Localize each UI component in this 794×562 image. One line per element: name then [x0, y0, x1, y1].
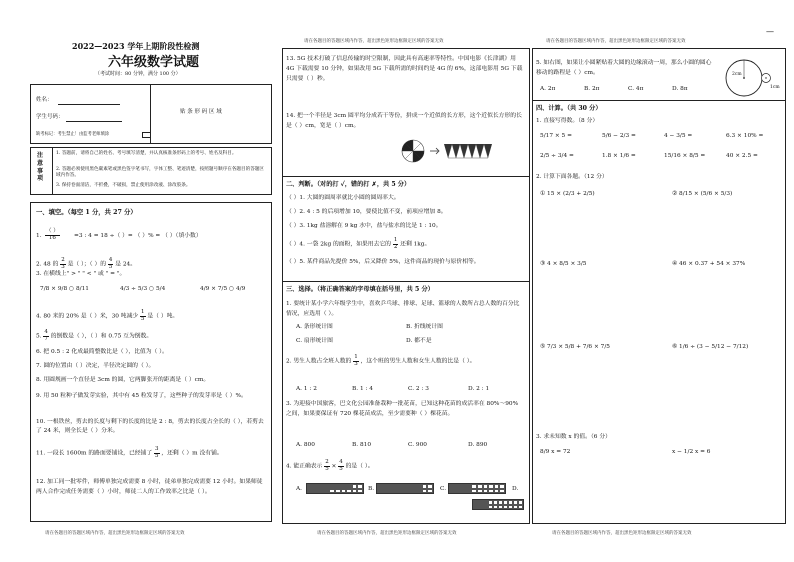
calc2-item-1[interactable]: ① 15 × (2/3 + 2/5)	[540, 191, 595, 197]
calc1-title: 1. 直接写得数。（8 分）	[536, 118, 599, 124]
judge-2[interactable]: （ ）2. 4 : 5 的后项增加 10，要使比值不变，前项应增加 8。	[286, 209, 447, 215]
notice-item-3: 3. 保持卷面清洁，不折叠，不破损，禁止使用涂改液、涂改胶条。	[56, 183, 191, 188]
calc3-title: 3. 求未知数 x 的值。（6 分）	[536, 434, 611, 440]
judge-5[interactable]: （ ）5. 某件商品先提价 5%，后又降价 5%，这件商品的现价与原价相等。	[286, 259, 480, 265]
choice-4-opt-d[interactable]: D.	[512, 486, 519, 492]
section3-title: 三、选择。（将正确答案的字母填在括号里，共 5 分）	[286, 286, 434, 293]
q1-frac-den: 16	[48, 234, 56, 241]
q11-text: 11. 一段长 1600m 的路面要铺设，已经铺了 $\frac{3}{5}$ ，还剩（ ）m 没有铺。	[36, 446, 223, 459]
calc1-item-6[interactable]: 1.8 × 1/6 =	[602, 153, 636, 159]
exam-title-line1: 2022—2023 学年上期阶段性检测	[72, 41, 200, 51]
q8-text: 8. 用圆规画一个直径是 3cm 的圆，它两脚张开的距离是（ ）cm。	[36, 377, 210, 383]
footer-note-2: 请在各题目的答题区域内作答，超出黑色矩形边框限定区域的答案无效	[317, 531, 457, 536]
footer-note-3: 请在各题目的答题区域内作答，超出黑色矩形边框限定区域的答案无效	[552, 531, 692, 536]
circle-to-rectangle-figure	[400, 138, 510, 164]
choice-4-opt-a[interactable]: A.	[296, 486, 303, 492]
calc1-item-8[interactable]: 40 × 2.5 =	[726, 153, 758, 159]
q3-item-1[interactable]: 7/8 × 9/8 ○ 8/11	[40, 286, 89, 292]
absent-checkbox[interactable]	[142, 132, 151, 138]
calc2-item-6[interactable]: ⑥ 1/6 ÷ (3 − 5/12 − 7/12)	[672, 344, 749, 350]
divider-choice	[282, 281, 530, 282]
column-1	[0, 0, 280, 562]
q3-text: 3. 在横线上" > " " < " 或 " = "。	[36, 271, 126, 277]
choice-2-opt-c[interactable]: C. 2 : 3	[408, 386, 429, 392]
id-line[interactable]	[66, 121, 122, 122]
choice-3-text: 3. 为迎接中国旅客，巴文化公园准备栽种一批花苗，已知这种花苗的成活率在 80%～90% 之间，如果要保证有 720 棵花苗成活，至少需要种（ ）棵花苗。	[286, 401, 519, 417]
judge-4[interactable]: （ ）4. 一袋 2kg 的面粉，如果用去它的 $\frac{1}{2}$ 还剩 1kg。	[286, 237, 431, 250]
calc1-item-3[interactable]: 4 − 3/5 =	[664, 133, 693, 139]
judge-1[interactable]: （ ）1. 大圆的圆周率就比小圆的圆周率大。	[286, 195, 400, 201]
divider-calc	[532, 100, 786, 101]
q1-fraction	[45, 229, 60, 241]
grid-option-b[interactable]	[376, 483, 434, 494]
choice-1-opt-d[interactable]: D. 都不是	[406, 338, 432, 344]
absent-label: 缺考标记：考生禁止！由监考老师填涂	[36, 132, 110, 137]
choice-2-opt-a[interactable]: A. 1 : 2	[296, 386, 317, 392]
choice-3-opt-a[interactable]: A. 800	[296, 442, 315, 448]
q12-text: 12. 加工同一批零件，师傅单独完成需要 8 小时，徒弟单独完成需要 12 小时。如果师徒两人合作完成任务需要（ ）小时，师徒二人的工作效率之比是（ ）。	[36, 479, 263, 495]
q6-text: 6. 把 0.5 : 2 化成最简整数比是（ ），比值为（ ）。	[36, 349, 168, 355]
exam-info: （考试时间：80 分钟，满分 100 分）	[95, 71, 181, 77]
calc2-item-4[interactable]: ④ 46 × 0.37 + 54 × 37%	[672, 261, 746, 267]
grid-option-a[interactable]	[306, 483, 364, 494]
footer-note-1: 请在各题目的答题区域内作答，超出黑色矩形边框限定区域的答案无效	[45, 531, 185, 536]
barcode-label: 贴 条 形 码 区 域	[180, 109, 222, 115]
q7-text: 7. 圆的位置由（ ）决定，半径决定圆的（ ）。	[36, 363, 155, 369]
choice-4-opt-b[interactable]: B.	[368, 486, 375, 492]
calc3-item-2[interactable]: x − 1/2 x = 6	[672, 449, 711, 455]
choice-5-text: 5. 如右图，如果让小圆紧贴着大圆的边缘滚动一周，那么小圆的圆心移动的路程是（ ）cm。	[536, 60, 712, 77]
divider-judge	[282, 176, 530, 177]
choice-1-text: 1. 要统计某小学六年级学生中，喜欢乒乓球、排球、足球、篮球的人数所占总人数的百分比情况，应选用（ ）。	[286, 301, 520, 317]
q5-text: 5. $\frac{4}{7}$ 的倒数是（ ），（ ）和 0.75 互为倒数。	[36, 329, 153, 342]
calc1-item-4[interactable]: 6.3 × 10% =	[726, 133, 764, 139]
q3-item-2[interactable]: 4/3 ÷ 5/3 ○ 5/4	[120, 286, 166, 292]
calc2-item-3[interactable]: ③ 4 × 8/5 × 3/5	[540, 261, 587, 267]
q4-text: 4. 80 米的 20% 是（ ）米，30 吨减少 $\frac{1}{5}$ 是（ ）吨。	[36, 309, 179, 322]
q1-frac-num[interactable]: （ ）	[46, 228, 59, 234]
calc2-item-2[interactable]: ② 8/15 × (5/6 × 5/3)	[672, 191, 733, 197]
exam-title-line2: 六年级数学试题	[108, 55, 200, 70]
q10-text: 10. 一根铁丝，剪去的长度与剩下的长度的比是 2 : 8，剪去的长度占全长的（ ），若剪去了 24 米，则全长是（ ）分米。	[36, 419, 264, 435]
choice-4-text: 4. 能正确表示 $\frac{2}{5}$ × $\frac{4}{5}$ 的是（ ）。	[286, 459, 374, 472]
q9-text: 9. 用 50 粒种子做发芽实验，其中有 45 粒发芽了，这些种子的发芽率是（ ）%。	[36, 393, 247, 399]
top-note-3: 请在各题目的答题区域内作答，超出黑色矩形边框限定区域的答案无效	[546, 39, 686, 44]
judge-3[interactable]: （ ）3. 1kg 盐溶解在 9 kg 水中，盐与盐水的比是 1 : 10。	[286, 223, 442, 229]
q2-text: 2. 48 的 $\frac{2}{3}$ 是（ ）；（ ）的 $\frac{4}{5}$ 是 24。	[36, 257, 137, 270]
notice-item-1: 1. 答题前，请将自己的姓名、考号填写清楚，并认真核准条形码上的考号、姓名及科目。	[56, 151, 237, 156]
choice-3-opt-d[interactable]: D. 890	[468, 442, 488, 448]
grid-option-c[interactable]	[448, 483, 506, 494]
choice-3-opt-b[interactable]: B. 810	[352, 442, 372, 448]
name-line[interactable]	[58, 104, 120, 105]
section4-title: 四、计算。（共 30 分）	[536, 105, 602, 112]
notice-item-2: 2. 答题必须使用黑色碳素笔或黑色签字笔书写，字体工整、笔迹清楚，按照题号顺序在各题目的答题区域内作答。	[56, 167, 264, 178]
calc1-item-1[interactable]: 5/17 × 5 =	[540, 133, 572, 139]
calc1-item-2[interactable]: 5/6 − 2/3 =	[602, 133, 636, 139]
fig-small-label: 1cm	[770, 85, 780, 90]
calc3-item-1[interactable]: 8/9 x = 72	[540, 449, 571, 455]
corner-mark: —	[766, 27, 774, 36]
choice-1-opt-b[interactable]: B. 折线统计图	[406, 324, 443, 330]
choice-3-opt-c[interactable]: C. 900	[408, 442, 427, 448]
q3-item-3[interactable]: 4/9 × 7/5 ○ 4/9	[200, 286, 246, 292]
choice-4-opt-c[interactable]: C.	[440, 486, 447, 492]
choice-1-opt-a[interactable]: A. 条形统计图	[296, 324, 333, 330]
circle-figure	[716, 54, 780, 98]
id-label: 学生号码：	[36, 114, 64, 120]
notice-side-label: 注意事项	[37, 152, 44, 183]
calc1-item-5[interactable]: 2/5 ÷ 3/4 =	[540, 153, 574, 159]
grid-option-d[interactable]	[472, 499, 524, 510]
section1-box	[30, 202, 272, 522]
fig-big-label: 2cm	[732, 72, 742, 77]
column-2	[282, 0, 540, 562]
q1-label: 1.	[36, 233, 42, 239]
q14-text: 14. 把一个半径是 3cm 圆平均分成若干等份，拼成一个近似的长方形，这个近似长方形的长是（ ）cm，宽是（ ）cm。	[286, 113, 522, 130]
choice-5-opt-b[interactable]: B. 2π	[584, 86, 600, 92]
notice-divider	[52, 147, 53, 195]
calc2-item-5[interactable]: ⑤ 7/3 × 5/8 + 7/6 × 7/5	[540, 344, 610, 350]
calc2-title: 2. 计算下面各题。（12 分）	[536, 174, 608, 180]
name-label: 姓名：	[36, 97, 53, 103]
choice-5-opt-c[interactable]: C. 4π	[628, 86, 644, 92]
choice-1-opt-c[interactable]: C. 扇形统计图	[296, 338, 333, 344]
choice-2-opt-b[interactable]: B. 1 : 4	[352, 386, 373, 392]
top-note-2: 请在各题目的答题区域内作答，超出黑色矩形边框限定区域的答案无效	[304, 39, 444, 44]
q13-text: 13. 5G 技术打破了信息传输的时空限制，因此具有高速率等特性。中国电影《长津湖》用 4G 下载需要 10 分钟，如果改用 5G 下载所需的时间约是 4G 的 6%，这部电影用 5G 下载只需要（ ）秒。	[286, 56, 523, 83]
choice-2-opt-d[interactable]: D. 2 : 1	[468, 386, 490, 392]
calc1-item-7[interactable]: 15/16 × 8/5 =	[664, 153, 706, 159]
choice-2-text: 2. 男生人数占全班人数的 $\frac{1}{3}$ ，这个班的男生人数和女生人数的比是（ ）。	[286, 354, 476, 367]
section1-title: 一、填空。（每空 1 分，共 27 分）	[36, 209, 137, 216]
q1-text: =3 : 4 = 18 ÷（ ）= （ ）% = （ ）（填小数）	[74, 233, 202, 239]
choice-5-opt-a[interactable]: A. 2π	[540, 86, 556, 92]
choice-5-opt-d[interactable]: D. 8π	[672, 86, 688, 92]
column-3	[532, 0, 794, 562]
section2-title: 二、判断。（对的打 ✓，错的打 ✗，共 5 分）	[286, 181, 411, 188]
